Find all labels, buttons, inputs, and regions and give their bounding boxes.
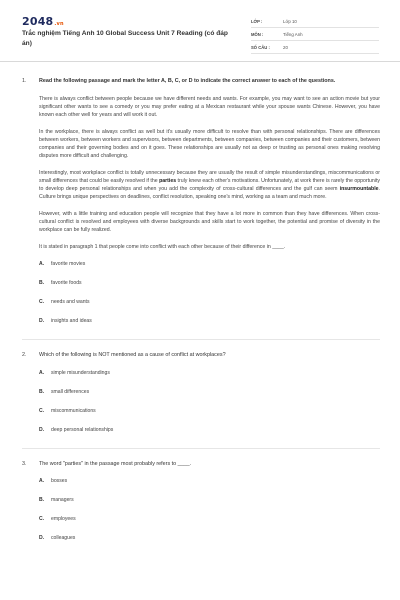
answer-option-d[interactable] — [39, 427, 211, 446]
passage-text: Interestingly, most workplace conflict is totally unnecessary because they are usually the result of simple misunderstandings, miscommunications or small differences that could be easily resolved if the — [39, 169, 380, 184]
option-letter: A. — [39, 478, 45, 485]
answer-option-d[interactable] — [39, 535, 211, 554]
option-text: insights and ideas — [51, 317, 92, 324]
answer-options — [39, 478, 380, 554]
answer-option-a[interactable] — [39, 370, 211, 389]
answer-option-a[interactable] — [39, 478, 211, 497]
option-letter: C. — [39, 516, 45, 523]
passage-paragraph: There is always conflict between people because we have different needs and wants. For example, you may want to see an action movie but your significant other wants to see a comedy or you may prefer eating at a Mexican restaurant while your spouse wants Chinese. However, you have known each other well for years and will work it out. — [39, 95, 380, 118]
meta-value: Lớp 10 — [283, 18, 297, 24]
passage-text: truly knew each other's motivations. Unfortunately, at work there is rarely the opportunity to develop deep personal relationships and when you add the complexity of cross-cultural differences and the gulf can seem — [39, 177, 380, 192]
answer-options — [39, 261, 380, 337]
question-number: 2. — [22, 351, 27, 358]
option-letter: B. — [39, 388, 45, 395]
question-body — [39, 352, 380, 446]
answer-option-b[interactable] — [39, 280, 211, 299]
question-stem: The word "parties" in the passage most probably refers to ____. — [39, 460, 192, 467]
option-letter: B. — [39, 279, 45, 286]
question-stem: Which of the following is NOT mentioned as a cause of conflict at workplaces? — [39, 351, 226, 358]
question-2 — [22, 352, 380, 446]
option-letter: C. — [39, 298, 45, 305]
highlighted-word: parties — [159, 177, 177, 184]
option-text: colleagues — [51, 535, 76, 542]
question-number: 3. — [22, 460, 27, 467]
question-divider — [22, 339, 380, 340]
option-text: needs and wants — [51, 298, 90, 305]
meta-label: LỚP : — [251, 18, 263, 24]
meta-value: Tiếng Anh — [283, 31, 303, 37]
passage-paragraph — [39, 169, 380, 201]
question-body — [39, 461, 380, 555]
option-letter: A. — [39, 369, 45, 376]
option-text: miscommunications — [51, 407, 96, 414]
answer-option-c[interactable] — [39, 299, 211, 318]
meta-row-count — [251, 41, 379, 54]
logo-text: 2048 — [22, 15, 54, 28]
option-text: deep personal relationships — [51, 426, 114, 433]
answer-option-b[interactable] — [39, 497, 211, 516]
passage-text: . Culture brings unique perspectives on deadlines, conflict resolution, speaking one's mind, working as a team and much more. — [39, 185, 380, 200]
passage-paragraph: In the workplace, there is always conflict as well but it's usually more difficult to resolve than with personal relationships. There are differences between workers, between workers and supervisors, between departments, between companies, between companies and their customers, between companies and their governing bodies and on it goes. These relationships are usually not as deep or trusting as personal ones making resolving disputes more difficult and challenging. — [39, 128, 380, 159]
question-stem: It is stated in paragraph 1 that people come into conflict with each other because of their difference in ____. — [39, 243, 286, 250]
answer-options — [39, 370, 380, 446]
meta-info-table — [251, 15, 379, 54]
option-letter: D. — [39, 535, 45, 542]
site-logo[interactable] — [22, 15, 64, 28]
question-instruction: Read the following passage and mark the letter A, B, C, or D to indicate the correct answer to each of the questions. — [39, 78, 336, 84]
option-letter: A. — [39, 260, 45, 267]
question-body — [39, 78, 380, 337]
option-text: favorite movies — [51, 260, 86, 267]
option-letter: B. — [39, 497, 45, 504]
highlighted-word: insurmountable — [339, 185, 379, 192]
meta-value: 20 — [283, 44, 288, 50]
question-1 — [22, 78, 380, 337]
meta-label: MÔN : — [251, 31, 264, 37]
quiz-content — [22, 78, 380, 554]
question-number: 1. — [22, 78, 27, 84]
option-text: bosses — [51, 478, 68, 485]
meta-label: SỐ CÂU : — [251, 44, 270, 50]
answer-option-d[interactable] — [39, 318, 211, 337]
meta-row-class — [251, 15, 379, 28]
option-text: managers — [51, 497, 74, 504]
option-text: small differences — [51, 388, 90, 395]
answer-option-c[interactable] — [39, 516, 211, 535]
answer-option-b[interactable] — [39, 389, 211, 408]
option-text: simple misunderstandings — [51, 369, 110, 376]
question-divider — [22, 448, 380, 449]
answer-option-a[interactable] — [39, 261, 211, 280]
page-title: Trắc nghiệm Tiếng Anh 10 Global Success Unit 7 Reading (có đáp án) — [22, 30, 228, 47]
page-header — [0, 0, 400, 62]
option-letter: C. — [39, 407, 45, 414]
option-letter: D. — [39, 317, 45, 324]
logo-suffix: .vn — [54, 21, 64, 27]
meta-row-subject — [251, 28, 379, 41]
option-letter: D. — [39, 426, 45, 433]
option-text: employees — [51, 516, 76, 523]
option-text: favorite foods — [51, 279, 82, 286]
passage-paragraph: However, with a little training and education people will recognize that they have a lot more in common than they have differences. When cross-cultural conflict is resolved and employees with diverse backgrounds and skills start to work together, the potential and promise of diversity in the workplace can be fully realized. — [39, 210, 380, 233]
answer-option-c[interactable] — [39, 408, 211, 427]
question-3 — [22, 461, 380, 555]
